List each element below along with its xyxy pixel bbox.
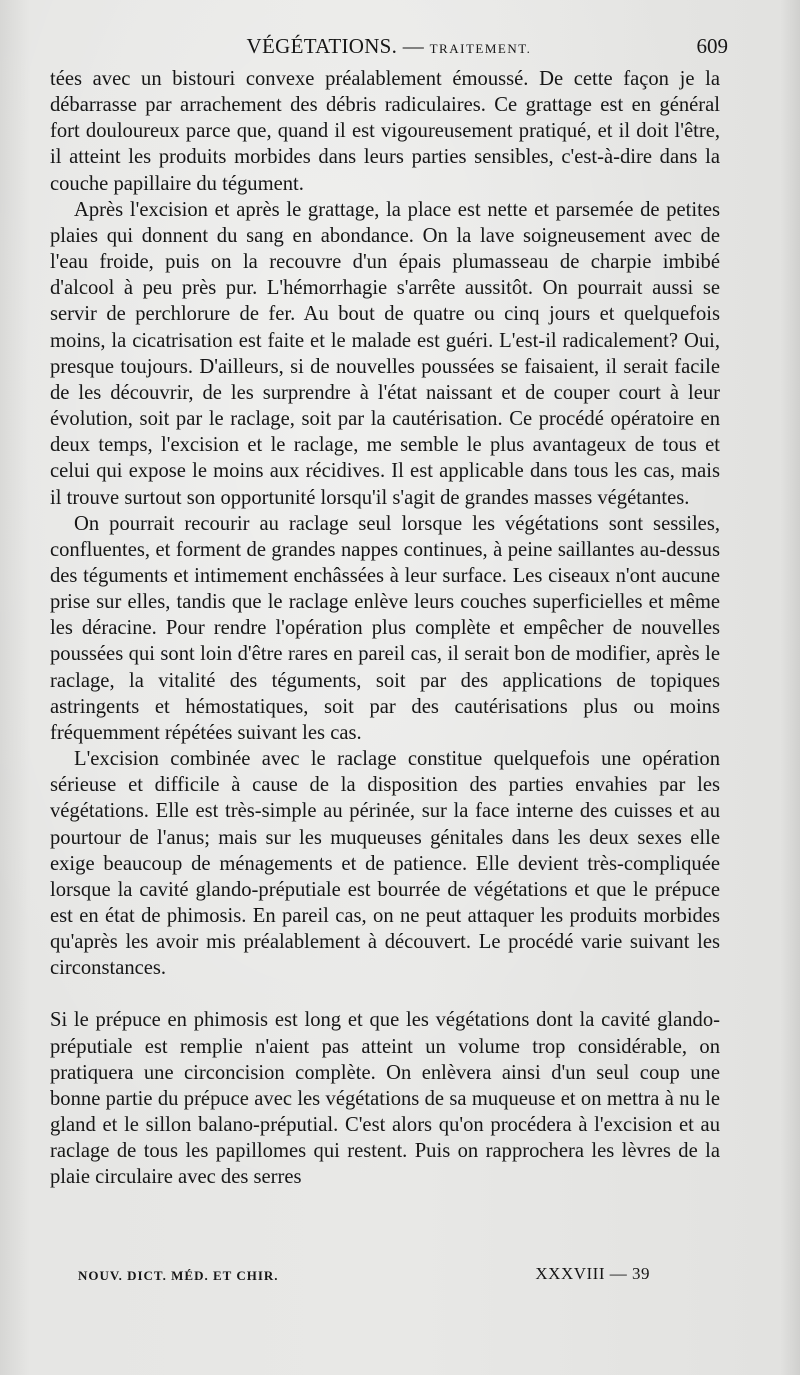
paragraph-phimosis: Si le prépuce en phimosis est long et que les végétations dont la cavité glando-préputiale est remplie n'aient pas atteint un volume trop considérable, on pratiquera une circoncision complète. On enlèvera ainsi d'un seul coup une bonne partie du prépuce avec les végétations de sa muqueuse et on mettra à nu le gland et le sillon balano-préputial. C'est alors qu'on procédera à l'excision et au raclage de tous les papillomes qui restent. Puis on rapprochera les lèvres de la plaie circulaire avec des serres [50,1009,720,1189]
footer [78,1264,650,1290]
running-head [58,34,728,64]
paragraph-raclage: On pourrait recourir au raclage seul lorsque les végétations sont sessiles, confluentes, et forment de grandes nappes continues, à peine saillantes au-dessus des téguments et intimement enchâssées à leur surface. Les ciseaux n'ont aucune prise sur elles, tandis que le raclage enlève leurs couches superficielles et même les déracine. Pour rendre l'opération plus complète et empêcher de nouvelles poussées qui sont loin d'être rares en pareil cas, il serait bon de modifier, après le raclage, la vitalité des téguments, soit par des applications de topiques astringents et hémostatiques, soit par des cautérisations plus ou moins fréquemment répétées suivant les cas. [50,512,720,744]
footer-signature: XXXVIII — 39 [535,1264,650,1283]
paragraph-continuation: tées avec un bistouri convexe préalablement émoussé. De cette façon je la débarrasse par arrachement des débris radiculaires. Ce grattage est en général fort douloureux parce que, quand il est vigoureusement pratiqué, et il doit l'être, il atteint les produits morbides dans leurs parties sensibles, c'est-à-dire dans la couche papillaire du tégument. [50,68,720,195]
section-title: VÉGÉTATIONS. [246,34,398,58]
paragraph-excision: Après l'excision et après le grattage, la place est nette et parsemée de petites plaies qui donnent du sang en abondance. On la lave soigneusement avec de l'eau froide, puis on la recouvre d'un épais plumasseau de charpie imbibé d'alcool à peu près pur. L'hémorrhagie s'arrête aussitôt. On pourrait aussi se servir de perchlorure de fer. Au bout de quatre ou cinq jours et quelquefois moins, la cicatrisation est faite et le malade est guéri. L'est-il radicalement? Oui, presque toujours. D'ailleurs, si de nouvelles poussées se faisaient, il serait facile de les découvrir, de les surprendre à l'état naissant et de couper court à leur évolution, soit par le raclage, soit par la cautérisation. Ce procédé opératoire en deux temps, l'excision et le raclage, me semble le plus avantageux de tous et celui qui expose le moins aux récidives. Il est applicable dans tous les cas, mais il trouve surtout son opportunité lorsqu'il s'agit de grandes masses végétantes. [50,198,720,509]
running-title [58,34,720,59]
title-separator: — [397,34,430,58]
page-number: 609 [696,34,728,58]
footer-publication: NOUV. DICT. MÉD. ET CHIR. [78,1268,279,1283]
body-text [50,66,720,1191]
section-subtitle: TRAITEMENT. [429,41,532,56]
paragraph-excision-combinee: L'excision combinée avec le raclage constitue quelquefois une opération sérieuse et difficile à cause de la disposition des parties envahies par les végétations. Elle est très-simple au périnée, sur la face interne des cuisses et au pourtour de l'anus; mais sur les muqueuses génitales dans les deux sexes elle exige beaucoup de ménagements et de patience. Elle devient très-compliquée lorsque la cavité glando-préputiale est bourrée de végétations et que le prépuce est en état de phimosis. En pareil cas, on ne peut attaquer les produits morbides qu'après les avoir mis préalablement à découvert. Le procédé varie suivant les circonstances. [50,748,720,980]
